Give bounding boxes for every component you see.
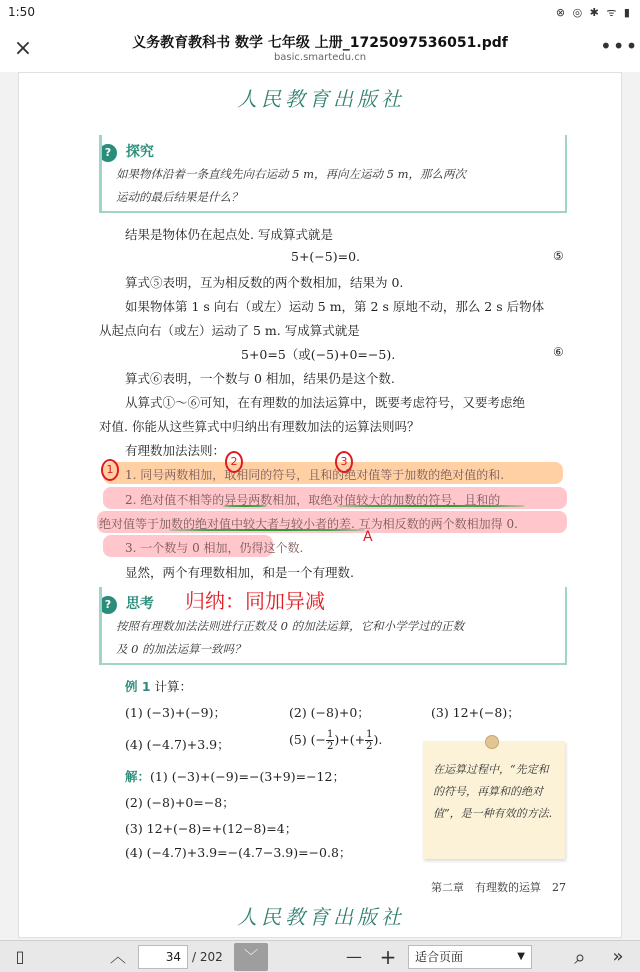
status-time: 1:50 <box>8 5 35 19</box>
fraction-numerator-1: 1 <box>327 729 334 740</box>
annotation-circle-1: 1 <box>101 459 119 481</box>
explore-heading-label: 探究 <box>125 144 154 160</box>
green-underline-2 <box>337 505 525 507</box>
explore-text-1: 如果物体沿着一条直线先向右运动 5 m，再向左运动 5 m，那么两次 <box>116 167 467 181</box>
zoom-mode-label: 适合页面 <box>415 950 464 964</box>
close-icon[interactable]: × <box>13 36 33 61</box>
zoom-out-icon[interactable]: — <box>346 947 362 966</box>
page-number-input[interactable]: 34 <box>138 945 188 969</box>
body-line-3: 如果物体第 1 s 向右（或左）运动 5 m，第 2 s 原地不动，那么 2 s 后物体 <box>125 299 545 314</box>
solution-3: (3) 12+(−8)=+(12−8)=4； <box>125 821 298 836</box>
explore-icon: ? <box>99 144 117 162</box>
equation-6-number: ⑥ <box>553 345 564 359</box>
chevron-down-icon: ▼ <box>517 951 525 962</box>
problem-4: (4) (−4.7)+3.9； <box>125 737 230 752</box>
example-label: 例 1 <box>125 679 151 694</box>
zoom-in-icon[interactable]: + <box>379 945 397 969</box>
body-line-8: 有理数加法法则： <box>125 443 226 458</box>
body-line-6: 从算式①～⑥可知，在有理数的加法运算中，既要考虑符号，又要考虑绝 <box>125 395 526 410</box>
page-total: / 202 <box>192 950 223 964</box>
body-line-7: 对值. 你能从这些算式中归纳出有理数加法的运算法则吗？ <box>99 419 420 434</box>
equation-6: 5+0=5（或(−5)+0=−5). <box>241 347 396 362</box>
annotation-mark: A <box>363 529 373 545</box>
solution-2: (2) (−8)+0=−8； <box>125 795 235 810</box>
body-line-9: 显然，两个有理数相加，和是一个有理数. <box>125 565 354 580</box>
problem-2: (2) (−8)+0； <box>289 705 370 720</box>
problem-5-mid: )+(+ <box>334 732 366 747</box>
publisher-logo-bottom: 人民教育出版社 <box>237 905 405 929</box>
rule-1: 1. 同号两数相加，取相同的符号，且和的绝对值等于加数的绝对值的和. <box>125 468 505 482</box>
sidebar-toggle-icon[interactable]: ▯ <box>15 947 25 966</box>
fraction-denominator-2: 2 <box>366 741 373 752</box>
pin-icon <box>485 735 499 749</box>
green-underline-3 <box>169 529 365 531</box>
rule-2-line-1: 2. 绝对值不相等的异号两数相加，取绝对值较大的加数的符号，且和的 <box>125 493 501 507</box>
equation-5-number: ⑤ <box>553 249 564 263</box>
more-options-icon[interactable]: ••• <box>600 34 639 58</box>
previous-page-icon[interactable]: ︿ <box>109 947 126 966</box>
example-task: 计算： <box>154 679 193 694</box>
body-line-1: 结果是物体仍在起点处. 写成算式就是 <box>125 227 333 242</box>
search-icon[interactable]: ⌕ <box>574 945 586 969</box>
body-line-4: 从起点向右（或左）运动了 5 m. 写成算式就是 <box>99 323 360 338</box>
problem-5 <box>289 729 382 752</box>
problem-1: (1) (−3)+(−9)； <box>125 705 227 720</box>
equation-5: 5+(−5)=0. <box>291 249 361 264</box>
green-underline-1 <box>223 505 267 507</box>
annotation-circle-3: 3 <box>335 451 353 473</box>
status-bar <box>0 0 640 26</box>
page-footer-reference: 第二章 有理数的运算 27 <box>431 881 566 894</box>
tip-note <box>423 741 565 859</box>
body-line-2: 算式⑤表明，互为相反数的两个数相加，结果为 0. <box>125 275 404 290</box>
tip-note-text: 在运算过程中，“先定和的符号，再算和的绝对值”，是一种有效的方法. <box>433 763 553 820</box>
solution-label: 解： <box>125 769 151 784</box>
publisher-logo-top: 人民教育出版社 <box>237 87 405 111</box>
handwritten-note: 归纳：同加异减 <box>185 589 325 613</box>
body-line-5: 算式⑥表明，一个数与 0 相加，结果仍是这个数. <box>125 371 395 386</box>
zoom-mode-select[interactable] <box>408 945 532 969</box>
annotation-circle-2: 2 <box>225 451 243 473</box>
next-page-icon[interactable]: ﹀ <box>234 943 268 971</box>
problem-5-prefix: (5) (− <box>289 732 327 747</box>
bottom-toolbar <box>0 940 640 972</box>
think-box <box>99 587 567 665</box>
fraction-denominator-1: 2 <box>327 741 334 752</box>
example-heading <box>125 677 192 695</box>
document-title: 义务教育教科书 数学 七年级 上册_1725097536051.pdf <box>132 35 508 51</box>
solution-1: (1) (−3)+(−9)=−(3+9)=−12； <box>150 769 345 784</box>
rule-2-line-2: 绝对值等于加数的绝对值中较大者与较小者的差. 互为相反数的两个数相加得 0. <box>99 517 518 531</box>
explore-text-2: 运动的最后结果是什么？ <box>116 190 243 204</box>
think-icon: ? <box>99 596 117 614</box>
status-icons: ⊗ ◎ ✱ ᯤ ▮ <box>555 6 632 19</box>
expand-icon[interactable]: » <box>612 946 624 967</box>
think-text-1: 按照有理数加法法则进行正数及 0 的加法运算，它和小学学过的正数 <box>116 619 465 633</box>
title-bar <box>0 26 640 72</box>
problem-3: (3) 12+(−8)； <box>431 705 520 720</box>
think-text-2: 及 0 的加法运算一致吗？ <box>116 642 246 656</box>
pdf-page <box>18 72 622 938</box>
document-url: basic.smartedu.cn <box>273 52 367 63</box>
rule-3: 3. 一个数与 0 相加，仍得这个数. <box>125 541 304 555</box>
explore-box <box>99 135 567 213</box>
solution-4: (4) (−4.7)+3.9=−(4.7−3.9)=−0.8； <box>125 845 352 860</box>
problem-5-suffix: ). <box>373 732 383 747</box>
fraction-numerator-2: 1 <box>366 729 373 740</box>
think-heading-label: 思考 <box>125 596 154 612</box>
solution-line-1 <box>125 767 345 785</box>
